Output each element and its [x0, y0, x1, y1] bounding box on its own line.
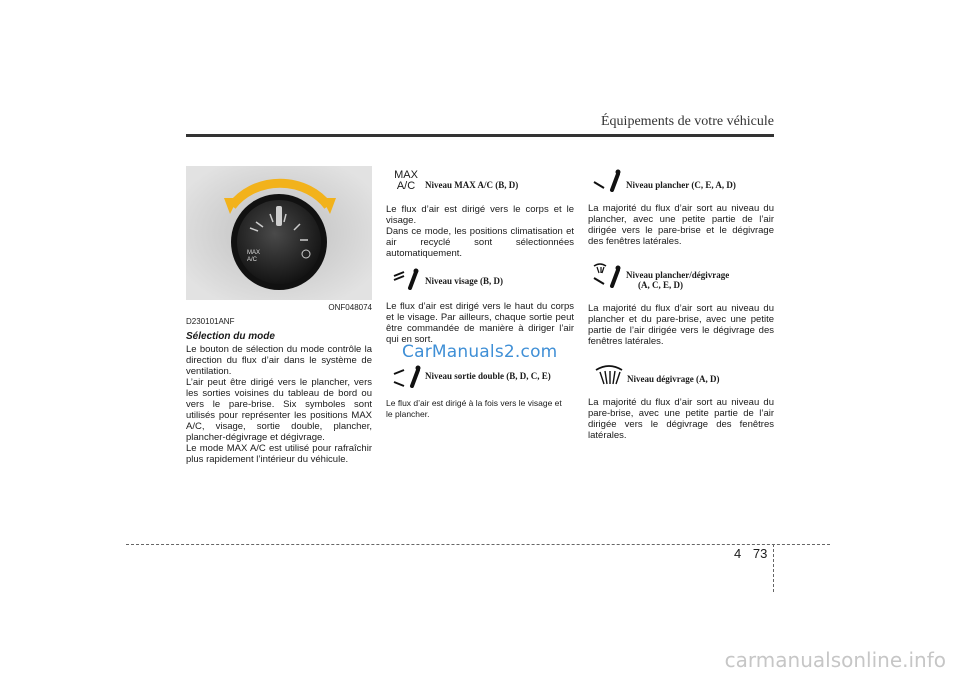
max-ac-heading: Niveau MAX A/C (B, D): [425, 180, 519, 190]
mode-knob-photo: [186, 166, 372, 300]
defrost-heading: Niveau dégivrage (A, D): [627, 374, 720, 384]
floor-defrost-mode-icon: [592, 262, 624, 288]
floor-defrost-text: [588, 303, 774, 347]
defrost-mode-icon: [594, 364, 624, 388]
svg-text:MAX: MAX: [247, 250, 261, 256]
footer-vertical-rule: [773, 544, 774, 592]
mode-knob-illustration: [186, 166, 372, 300]
bi-level-mode-icon: [392, 364, 422, 388]
bi-level-text: [386, 398, 566, 420]
page-number-value: 73: [752, 546, 768, 561]
paragraph: Le mode MAX A/C est utilisé pour rafraîchir plus rapidement l’intérieur du véhicule.: [186, 443, 372, 465]
subheading: Sélection du mode: [186, 331, 275, 342]
photo-code: ONF048074: [328, 303, 372, 312]
defrost-text: [588, 397, 774, 441]
bi-level-heading: Niveau sortie double (B, D, C, E): [425, 371, 551, 381]
paragraph: Le bouton de sélection du mode contrôle la direction du flux d’air dans le système de ventilation.: [186, 344, 372, 377]
section-code: D230101ANF: [186, 317, 235, 326]
header-rule: [186, 134, 774, 137]
footer-rule: [126, 544, 830, 545]
paragraph: Le flux d’air est dirigé vers le haut du corps et le visage. Par ailleurs, chaque sortie peut être commandée de manière à diriger l’air qui en sort.: [386, 301, 574, 345]
paragraph: Le flux d’air est dirigé à la fois vers le visage et le plancher.: [386, 398, 562, 419]
max-ac-text: [386, 204, 574, 259]
face-mode-text: [386, 301, 574, 345]
bottom-watermark: carmanualsonline.info: [724, 648, 946, 672]
section-title: Équipements de votre véhicule: [601, 114, 774, 129]
paragraph: La majorité du flux d’air sort au niveau du plancher et du pare-brise, avec une petite partie de l’air dirigée vers le dégivrage des fenêtres latérales.: [588, 303, 774, 347]
paragraph: L’air peut être dirigé vers le plancher, vers les sorties voisines du tableau de bord ou vers le pare-brise. Six symboles sont utilisés pour représenter les positions MAX A/C, visage, sortie double, plancher, plancher-dégivrage et dégivrage.: [186, 377, 372, 443]
max-ac-icon: MAX A/C: [394, 169, 418, 192]
paragraph: La majorité du flux d’air sort au niveau du plancher, avec une petite partie de l’air dirigée vers le pare-brise et le dégivrage des fenêtres latérales.: [588, 203, 774, 247]
chapter-number: 4: [734, 546, 742, 561]
face-mode-icon: [392, 268, 420, 290]
page-number: [734, 546, 767, 561]
floor-mode-text: [588, 203, 774, 247]
floor-mode-heading: Niveau plancher (C, E, A, D): [626, 180, 736, 190]
paragraph: Le flux d’air est dirigé vers le corps et le visage.: [386, 204, 574, 226]
paragraph: Dans ce mode, les positions climatisation et air recyclé sont sélectionnées automatiquement.: [386, 226, 574, 259]
svg-text:A/C: A/C: [247, 257, 258, 263]
paragraph: La majorité du flux d’air sort au niveau du pare-brise, avec une petite partie de l’air dirigée vers le dégivrage des fenêtres latérales.: [588, 397, 774, 441]
floor-mode-icon: [592, 168, 624, 192]
face-mode-heading: Niveau visage (B, D): [425, 276, 503, 286]
watermark: CarManuals2.com: [402, 342, 558, 362]
floor-defrost-heading: Niveau plancher/dégivrage (A, C, E, D): [626, 270, 730, 290]
column-1: [186, 316, 372, 465]
